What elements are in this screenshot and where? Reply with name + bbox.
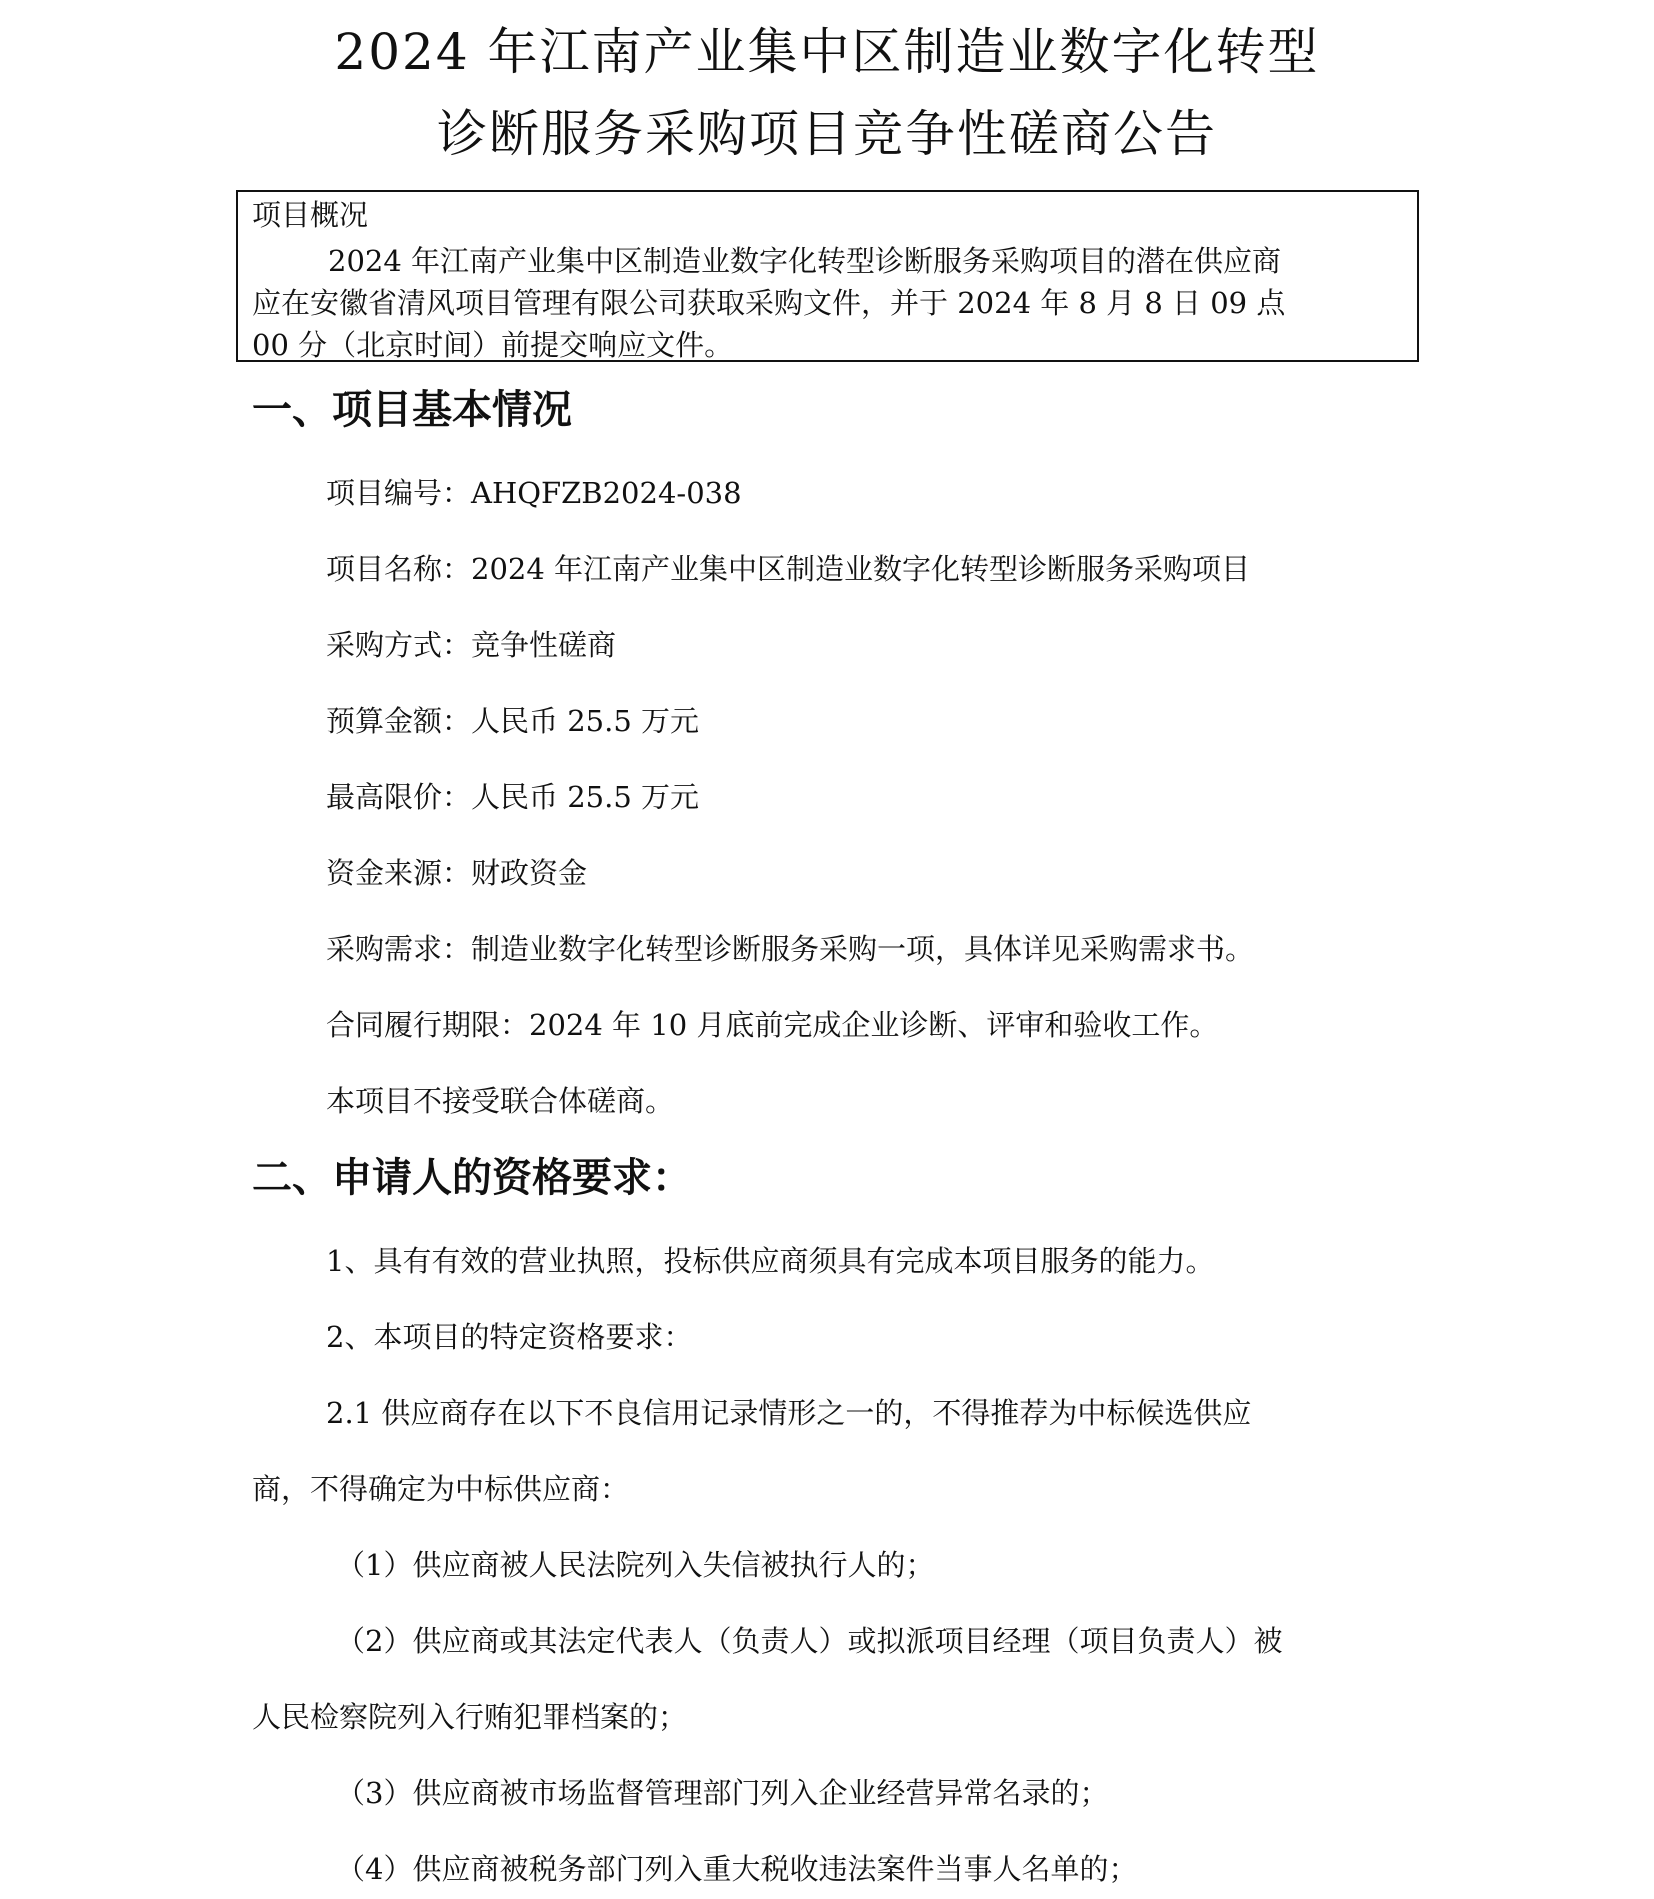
qualification-item: 2.1 供应商存在以下不良信用记录情形之一的，不得推荐为中标候选供应 xyxy=(326,1396,1252,1430)
condition-item: （4）供应商被税务部门列入重大税收违法案件当事人名单的； xyxy=(336,1852,1138,1886)
procurement-method: 采购方式：竞争性磋商 xyxy=(326,628,617,662)
contract-period: 合同履行期限：2024 年 10 月底前完成企业诊断、评审和验收工作。 xyxy=(326,1008,1219,1042)
document-title-line-2: 诊断服务采购项目竞争性磋商公告 xyxy=(437,105,1217,163)
condition-item: （1）供应商被人民法院列入失信被执行人的； xyxy=(336,1548,935,1582)
section-heading-basic-info: 一、项目基本情况 xyxy=(252,387,572,433)
qualification-item-continued: 商，不得确定为中标供应商： xyxy=(252,1472,630,1506)
qualification-item: 2、本项目的特定资格要求： xyxy=(326,1320,693,1354)
overview-text-line: 2024 年江南产业集中区制造业数字化转型诊断服务采购项目的潜在供应商 xyxy=(328,244,1282,278)
fund-source: 资金来源：财政资金 xyxy=(326,856,588,890)
project-number: 项目编号：AHQFZB2024-038 xyxy=(326,476,742,510)
qualification-item: 1、具有有效的营业执照，投标供应商须具有完成本项目服务的能力。 xyxy=(326,1244,1215,1278)
project-overview-box xyxy=(236,190,1419,362)
overview-text-line: 应在安徽省清风项目管理有限公司获取采购文件，并于 2024 年 8 月 8 日 09 点 xyxy=(252,286,1286,320)
project-name: 项目名称：2024 年江南产业集中区制造业数字化转型诊断服务采购项目 xyxy=(326,552,1251,586)
procurement-requirement: 采购需求：制造业数字化转型诊断服务采购一项，具体详见采购需求书。 xyxy=(326,932,1255,966)
condition-item-continued: 人民检察院列入行贿犯罪档案的； xyxy=(252,1700,688,1734)
condition-item: （2）供应商或其法定代表人（负责人）或拟派项目经理（项目负责人）被 xyxy=(336,1624,1283,1658)
overview-label: 项目概况 xyxy=(252,198,369,232)
max-price: 最高限价：人民币 25.5 万元 xyxy=(326,780,700,814)
section-heading-qualifications: 二、申请人的资格要求： xyxy=(252,1155,692,1201)
condition-item: （3）供应商被市场监督管理部门列入企业经营异常名录的； xyxy=(336,1776,1109,1810)
consortium-note: 本项目不接受联合体磋商。 xyxy=(326,1084,675,1118)
document-title-line-1: 2024 年江南产业集中区制造业数字化转型 xyxy=(334,23,1320,81)
overview-text-line: 00 分（北京时间）前提交响应文件。 xyxy=(252,328,734,362)
budget-amount: 预算金额：人民币 25.5 万元 xyxy=(326,704,700,738)
